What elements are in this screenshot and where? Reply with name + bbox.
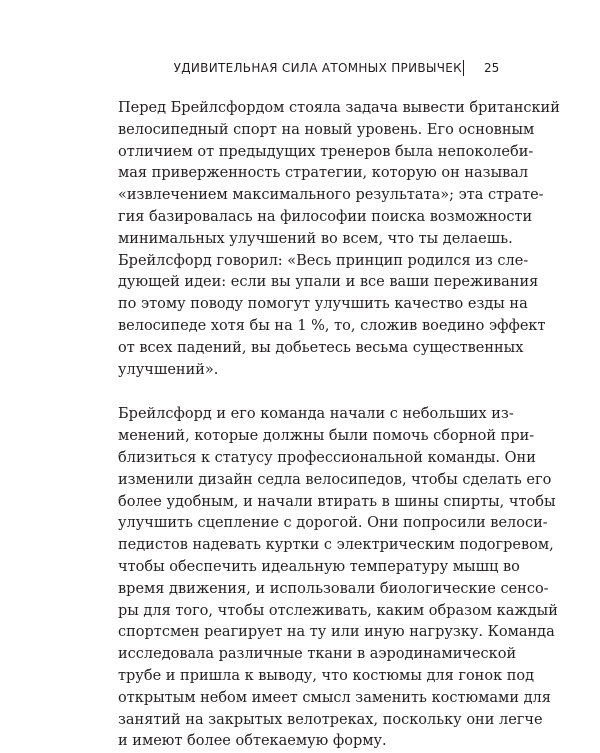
text-line: изменили дизайн седла велосипедов, чтобы сделать его: [118, 471, 552, 488]
text-line: по этому поводу помогут улучшить качество езды на: [118, 296, 528, 313]
running-header: [0, 60, 600, 80]
text-line: занятий на закрытых велотреках, поскольку они легче: [118, 711, 543, 728]
text-line: минимальных улучшений во всем, что ты делаешь.: [118, 230, 513, 247]
text-line: ры для того, чтобы отслеживать, каким образом каждый: [118, 602, 558, 619]
running-title: УДИВИТЕЛЬНАЯ СИЛА АТОМНЫХ ПРИВЫЧЕК: [173, 61, 462, 75]
paragraph: [118, 98, 560, 381]
text-line: педистов надевать куртки с электрическим подогревом,: [118, 537, 554, 554]
text-line: от всех падений, вы добьетесь весьма существенных: [118, 339, 524, 356]
text-line: дующей идеи: если вы упали и все ваши переживания: [118, 274, 539, 291]
text-line: улучшить сцепление с дорогой. Они попросили велоси-: [118, 515, 548, 532]
text-line: открытым небом имеет смысл заменить костюмами для: [118, 689, 551, 706]
paragraph: [118, 404, 558, 753]
text-line: менений, которые должны были помочь сборной при-: [118, 428, 535, 445]
text-line: Брейлсфорд говорил: «Весь принцип родился из сле-: [118, 252, 529, 269]
header-divider: [463, 60, 464, 76]
text-line: исследовала различные ткани в аэродинамической: [118, 646, 517, 663]
text-line: Брейлсфорд и его команда начали с небольших из-: [118, 406, 514, 423]
text-line: спортсмен реагирует на ту или иную нагрузку. Команда: [118, 624, 555, 641]
text-line: отличием от предыдущих тренеров была непоколеби-: [118, 143, 534, 160]
text-line: велосипедный спорт на новый уровень. Его основным: [118, 121, 535, 138]
text-line: и имеют более обтекаемую форму.: [118, 733, 387, 750]
text-line: гия базировалась на философии поиска возможности: [118, 208, 533, 225]
text-line: «извлечением максимального результата»; эта страте-: [118, 187, 544, 204]
text-line: чтобы обеспечить идеальную температуру мышц во: [118, 558, 520, 575]
text-line: велосипеде хотя бы на 1 %, то, сложив воедино эффект: [118, 317, 546, 334]
page-number: 25: [484, 61, 500, 75]
body-text: [118, 98, 560, 753]
text-line: близиться к статусу профессиональной команды. Они: [118, 449, 536, 466]
text-line: мая приверженность стратегии, которую он называл: [118, 165, 529, 182]
text-line: улучшений».: [118, 361, 219, 378]
text-line: Перед Брейлсфордом стояла задача вывести британский: [118, 100, 560, 116]
text-line: трубе и пришла к выводу, что костюмы для гонок под: [118, 667, 535, 684]
text-line: время движения, и использовали биологические сенсо-: [118, 580, 549, 597]
text-line: более удобным, и начали втирать в шины спирты, чтобы: [118, 493, 556, 510]
